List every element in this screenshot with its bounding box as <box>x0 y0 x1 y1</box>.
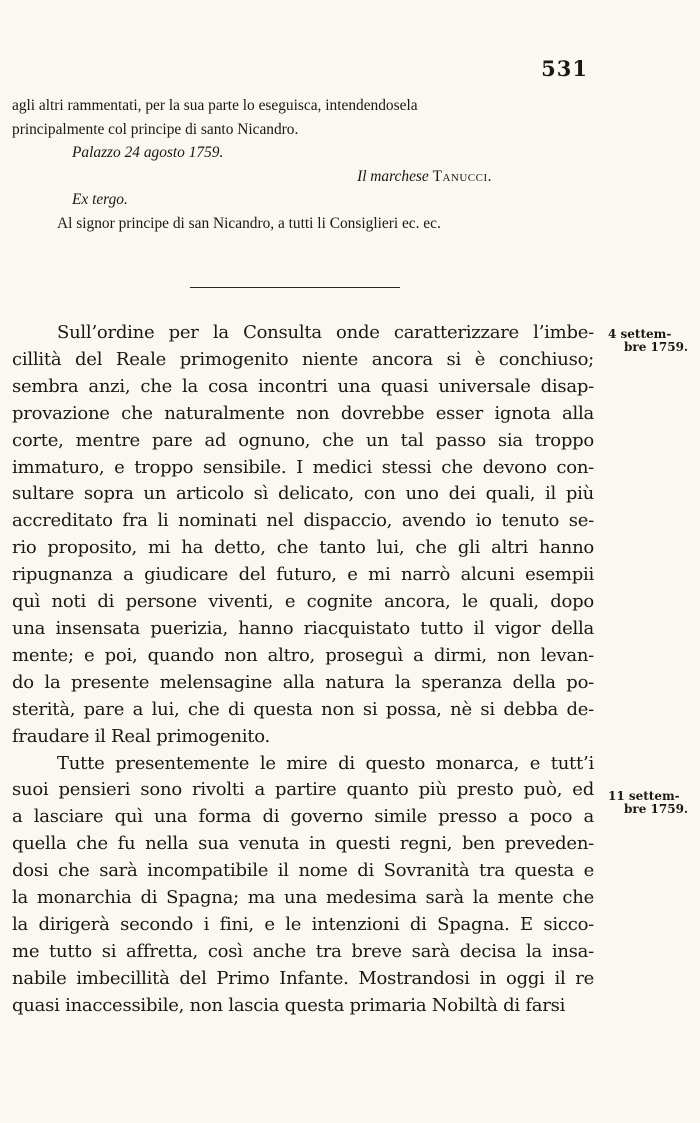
margin-note-line: bre 1759. <box>624 802 689 816</box>
text-line: me tutto si affretta, così anche tra breve sarà decisa la insa- <box>12 940 594 962</box>
text-line: nabile imbecillità del Primo Infante. Mostrandosi in oggi il re <box>12 967 594 989</box>
text-line: Tutte presentemente le mire di questo monarca, e tutt’i <box>57 752 594 774</box>
addressee: Al signor principe di san Nicandro, a tutti li Consiglieri ec. ec. <box>57 214 441 232</box>
place-date: Palazzo 24 agosto 1759. <box>72 144 224 161</box>
text-line: corte, mentre pare ad ognuno, che un tal passo sia troppo <box>12 429 594 451</box>
text-line: fraudare il Real primogenito. <box>12 725 271 747</box>
letter-line: principalmente col principe di santo Nicandro. <box>12 120 299 138</box>
signature <box>12 165 592 189</box>
margin-note-line: 11 settem- <box>608 789 680 803</box>
text-line: sterità, pare a lui, che di questa non si possa, nè si debba de- <box>12 698 594 720</box>
letter-closing <box>12 94 592 235</box>
text-line: Sull’ordine per la Consulta onde caratterizzare l’imbe- <box>57 322 594 343</box>
text-line: immaturo, e troppo sensibile. I medici stessi che devono con- <box>12 456 594 478</box>
page-number: 531 <box>541 56 588 81</box>
text-line: quasi inaccessibile, non lascia questa primaria Nobiltà di farsi <box>12 994 566 1016</box>
margin-date-note <box>608 328 698 354</box>
text-line: rio proposito, mi ha detto, che tanto lui, che gli altri hanno <box>12 537 594 559</box>
margin-note-line: 4 settem- <box>608 327 672 341</box>
text-line: la monarchia di Spagna; ma una medesima sarà la mente che <box>12 887 594 909</box>
text-line: una insensata puerizia, hanno riacquistato tutto il vigor della <box>12 617 594 639</box>
margin-date-note <box>608 790 698 816</box>
text-line: provazione che naturalmente non dovrebbe esser ignota alla <box>12 402 594 424</box>
signature-prefix: Il marchese <box>357 167 429 185</box>
main-text <box>12 320 594 1020</box>
text-line: quì noti di persone viventi, e cognite ancora, le quali, dopo <box>12 591 594 613</box>
signature-name: Tanucci. <box>432 167 492 185</box>
text-line: cillità del Reale primogenito niente ancora si è conchiuso; <box>12 348 594 370</box>
margin-note-line: bre 1759. <box>624 340 689 354</box>
section-divider <box>190 287 400 288</box>
text-line: quella che fu nella sua venuta in questi regni, ben preveden- <box>12 833 594 855</box>
ex-tergo: Ex tergo. <box>72 191 128 208</box>
text-line: sultare sopra un articolo sì delicato, con uno dei quali, il più <box>12 483 594 505</box>
letter-line: agli altri rammentati, per la sua parte lo eseguisca, intendendosela <box>12 97 418 114</box>
text-line: do la presente melensagine alla natura la speranza della po- <box>12 671 594 693</box>
text-line: mente; e poi, quando non altro, proseguì a dirmi, non levan- <box>12 644 594 666</box>
text-line: accreditato fra li nominati nel dispaccio, avendo io tenuto se- <box>12 510 594 532</box>
text-line: ripugnanza a giudicare del futuro, e mi narrò alcuni esempii <box>12 564 594 586</box>
text-line: dosi che sarà incompatibile il nome di Sovranità tra questa e <box>12 860 594 882</box>
text-line: suoi pensieri sono rivolti a partire quanto più presto può, ed <box>12 779 594 801</box>
text-line: la dirigerà secondo i fini, e le intenzioni di Spagna. E sicco- <box>12 913 594 935</box>
text-line: sembra anzi, che la cosa incontri una quasi universale disap- <box>12 375 594 397</box>
text-line: a lasciare quì una forma di governo simile presso a poco a <box>12 806 594 828</box>
